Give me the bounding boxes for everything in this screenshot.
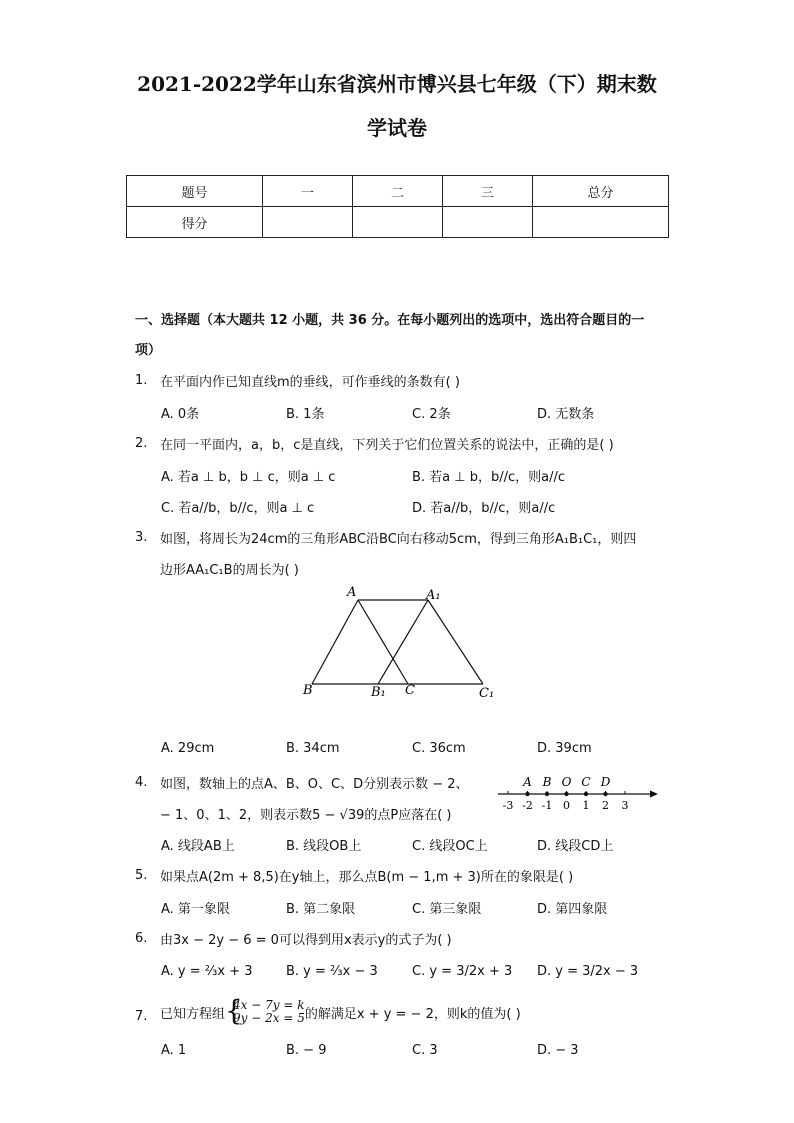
question-3-text-line1: 如图，将周长为24cm的三角形ABC沿BC向右移动5cm，得到三角形A₁B₁C₁，则四 bbox=[160, 532, 637, 547]
score-table-score-row bbox=[127, 207, 669, 238]
score-table-header-row bbox=[127, 176, 669, 207]
q4-option-a: A. 线段AB上 bbox=[161, 839, 235, 854]
segment-a1-c1 bbox=[428, 600, 483, 684]
number-line-point-label: O bbox=[561, 775, 572, 789]
q6-option-b: B. y = ⅔x − 3 bbox=[286, 964, 378, 979]
question-number: 7. bbox=[135, 1009, 148, 1024]
question-7-text bbox=[160, 994, 521, 1027]
score-table bbox=[126, 175, 669, 238]
q2-option-a: A. 若a ⊥ b，b ⊥ c，则a ⊥ c bbox=[161, 470, 336, 485]
label-c1: C₁ bbox=[479, 686, 495, 701]
q1-option-b: B. 1条 bbox=[286, 407, 325, 422]
score-header-cell: 题号 bbox=[127, 176, 263, 207]
q4-option-c: C. 线段OC上 bbox=[412, 839, 488, 854]
label-c: C bbox=[405, 683, 415, 698]
q6-option-a: A. y = ⅔x + 3 bbox=[161, 964, 253, 979]
score-cell[interactable] bbox=[353, 207, 443, 238]
number-line-point bbox=[603, 792, 607, 796]
q7-option-b: B. − 9 bbox=[286, 1043, 327, 1058]
number-line-tick-label: -1 bbox=[541, 799, 553, 812]
number-line-tick-label: 3 bbox=[621, 799, 629, 812]
question-2-text: 在同一平面内，a，b，c是直线，下列关于它们位置关系的说法中，正确的是( ) bbox=[160, 438, 614, 453]
question-number: 6. bbox=[135, 931, 148, 946]
number-line-point-label: A bbox=[523, 775, 532, 789]
q3-option-c: C. 36cm bbox=[412, 741, 466, 756]
q4-option-d: D. 线段CD上 bbox=[537, 839, 614, 854]
q2-option-c: C. 若a//b，b//c，则a ⊥ c bbox=[161, 501, 315, 516]
score-cell[interactable] bbox=[443, 207, 533, 238]
segment-b-a bbox=[312, 600, 358, 684]
q3-option-d: D. 39cm bbox=[537, 741, 592, 756]
number-line-tick-label: -2 bbox=[522, 799, 533, 812]
score-header-cell: 总分 bbox=[533, 176, 669, 207]
number-line-point-label: D bbox=[600, 775, 611, 789]
question-number: 1. bbox=[135, 373, 148, 388]
label-a1: A₁ bbox=[426, 588, 441, 603]
question-4-text-line2: − 1、0、1、2，则表示数5 − √39的点P应落在( ) bbox=[160, 808, 452, 823]
equation-2: 9y − 2x = 5 bbox=[233, 1011, 305, 1025]
label-b1: B₁ bbox=[371, 685, 386, 700]
section-title-line2: 项） bbox=[135, 343, 162, 358]
number-line-point bbox=[545, 792, 549, 796]
number-line-arrow bbox=[650, 791, 658, 798]
q7-option-c: C. 3 bbox=[412, 1043, 438, 1058]
q6-option-d: D. y = 3/2x − 3 bbox=[537, 964, 639, 979]
paper-title-line1: 2021-2022学年山东省滨州市博兴县七年级（下）期末数 bbox=[137, 72, 657, 96]
q5-option-b: B. 第二象限 bbox=[286, 902, 356, 917]
number-line-figure bbox=[494, 770, 662, 812]
q3-option-b: B. 34cm bbox=[286, 741, 340, 756]
q3-option-a: A. 29cm bbox=[161, 741, 215, 756]
q7-option-d: D. − 3 bbox=[537, 1043, 579, 1058]
q7-option-a: A. 1 bbox=[161, 1043, 187, 1058]
number-line-tick-label: 2 bbox=[602, 799, 609, 812]
q7-text-pre: 已知方程组 bbox=[160, 1006, 226, 1022]
question-1-text: 在平面内作已知直线m的垂线，可作垂线的条数有( ) bbox=[160, 375, 460, 390]
q7-text-post: 的解满足x + y = − 2，则k的值为( ) bbox=[304, 1006, 521, 1022]
segment-a-c bbox=[358, 600, 408, 684]
number-line-point bbox=[525, 792, 529, 796]
score-header-cell: 二 bbox=[353, 176, 443, 207]
q5-option-c: C. 第三象限 bbox=[412, 902, 482, 917]
number-line-point-label: C bbox=[581, 775, 591, 789]
q4-option-b: B. 线段OB上 bbox=[286, 839, 362, 854]
score-row-label: 得分 bbox=[127, 207, 263, 238]
segment-b1-a1 bbox=[378, 600, 428, 684]
q1-option-d: D. 无数条 bbox=[537, 407, 595, 422]
question-number: 4. bbox=[135, 775, 148, 790]
q5-option-a: A. 第一象限 bbox=[161, 902, 230, 917]
q1-option-c: C. 2条 bbox=[412, 407, 451, 422]
q1-option-a: A. 0条 bbox=[161, 407, 200, 422]
number-line-points bbox=[522, 775, 611, 796]
label-b: B bbox=[303, 683, 313, 698]
question-4-text-line1: 如图，数轴上的点A、B、O、C、D分别表示数 − 2、 bbox=[160, 777, 469, 792]
number-line-tick-label: 1 bbox=[582, 799, 590, 812]
number-line-tick-label: 0 bbox=[563, 799, 570, 812]
equation-1: 4x − 7y = k bbox=[233, 998, 305, 1012]
equation-system: { 4x − 7y = k 9y − 2x = 5 bbox=[225, 994, 305, 1027]
number-line-point bbox=[564, 792, 568, 796]
q6-option-c: C. y = 3/2x + 3 bbox=[412, 964, 513, 979]
paper-title-line2: 学试卷 bbox=[367, 116, 427, 140]
score-cell[interactable] bbox=[263, 207, 353, 238]
label-a: A bbox=[347, 585, 357, 600]
number-line-point bbox=[584, 792, 588, 796]
question-6-text: 由3x − 2y − 6 = 0可以得到用x表示y的式子为( ) bbox=[160, 933, 452, 948]
question-5-text: 如果点A(2m + 8,5)在y轴上，那么点B(m − 1,m + 3)所在的象限是( ) bbox=[160, 870, 574, 885]
question-number: 2. bbox=[135, 436, 148, 451]
number-line-tick-label: -3 bbox=[502, 799, 514, 812]
number-line-point-label: B bbox=[542, 775, 552, 789]
score-header-cell: 三 bbox=[443, 176, 533, 207]
question-number: 5. bbox=[135, 868, 148, 883]
section-title-line1: 一、选择题（本大题共 12 小题，共 36 分。在每小题列出的选项中，选出符合题目的一 bbox=[135, 313, 645, 328]
q2-option-b: B. 若a ⊥ b，b//c，则a//c bbox=[412, 470, 566, 485]
question-3-text-line2: 边形AA₁C₁B的周长为( ) bbox=[160, 563, 299, 578]
score-header-cell: 一 bbox=[263, 176, 353, 207]
question-number: 3. bbox=[135, 530, 148, 545]
score-cell[interactable] bbox=[533, 207, 669, 238]
triangle-translation-figure bbox=[295, 580, 500, 705]
q2-option-d: D. 若a//b，b//c，则a//c bbox=[412, 501, 556, 516]
q5-option-d: D. 第四象限 bbox=[537, 902, 608, 917]
